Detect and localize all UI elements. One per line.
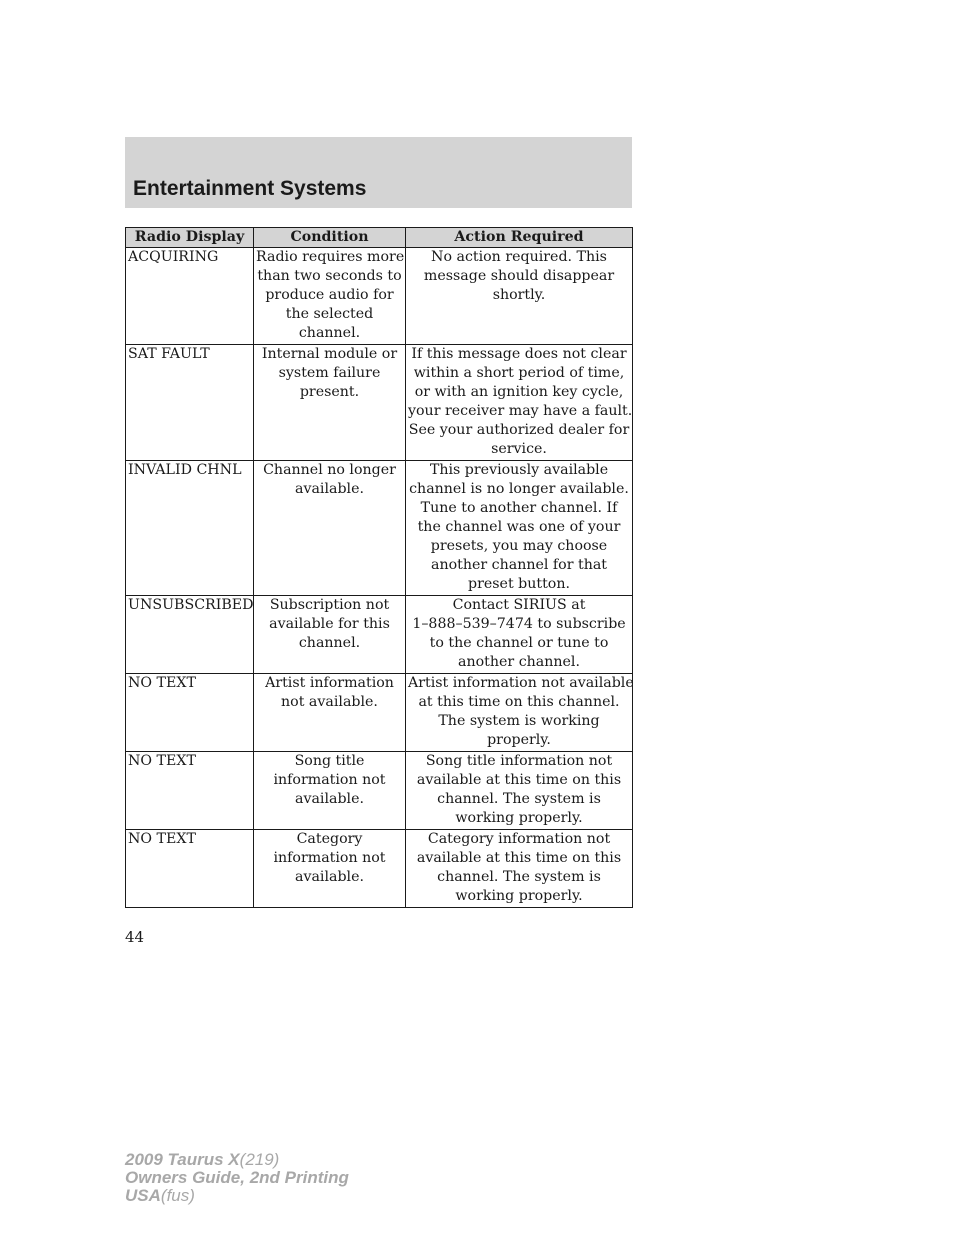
cell-text-line: Category: [296, 831, 363, 847]
footer-guide: Owners Guide, 2nd Printing: [125, 1168, 349, 1187]
section-header: [125, 137, 632, 208]
footer-model-line: [125, 1151, 349, 1169]
table-header-row: [126, 228, 633, 248]
table-row: [126, 248, 633, 345]
cell-text-line: channel is no longer available.: [409, 481, 629, 497]
cell-text-line: Radio requires more: [256, 249, 405, 265]
cell-text-line: Contact SIRIUS at: [452, 597, 586, 613]
cell-text-line: another channel.: [458, 654, 580, 670]
radio-display-table: [125, 227, 633, 908]
condition-cell: [254, 248, 406, 345]
cell-text-line: Category information not: [427, 831, 611, 847]
cell-text-line: available.: [295, 869, 364, 885]
footer-market-line: [125, 1187, 349, 1205]
cell-text-line: system failure: [278, 365, 381, 381]
radio-display-cell: INVALID CHNL: [126, 461, 254, 596]
cell-text-line: Internal module or: [261, 346, 398, 362]
action-required-cell: [406, 830, 633, 908]
table-body: [126, 248, 633, 908]
table-row: [126, 345, 633, 461]
action-required-cell: [406, 461, 633, 596]
cell-text-line: Artist information: [265, 675, 394, 691]
cell-text-line: message should disappear: [423, 268, 615, 284]
cell-text-line: channel.: [298, 325, 361, 341]
cell-text-line: to the channel or tune to: [429, 635, 609, 651]
condition-cell: [254, 461, 406, 596]
cell-text-line: channel.: [298, 635, 361, 651]
cell-text-line: Artist information not available: [408, 675, 634, 691]
cell-text-line: The system is working: [438, 713, 600, 729]
radio-display-cell: NO TEXT: [126, 674, 254, 752]
cell-text-line: at this time on this channel.: [418, 694, 620, 710]
table-row: [126, 674, 633, 752]
cell-text-line: produce audio for: [265, 287, 394, 303]
table-row: [126, 830, 633, 908]
cell-text-line: Subscription not: [269, 597, 390, 613]
cell-text-line: within a short period of time,: [413, 365, 625, 381]
cell-text-line: the selected: [285, 306, 374, 322]
action-required-cell: [406, 248, 633, 345]
cell-text-line: available.: [295, 481, 364, 497]
section-title: Entertainment Systems: [133, 177, 367, 200]
cell-text-line: available for this: [269, 616, 390, 632]
cell-text-line: shortly.: [492, 287, 546, 303]
page-number: 44: [125, 928, 145, 946]
radio-display-cell: NO TEXT: [126, 752, 254, 830]
cell-text-line: Channel no longer: [263, 462, 396, 478]
cell-text-line: This previously available: [429, 462, 609, 478]
condition-cell: [254, 345, 406, 461]
cell-text-line: available at this time on this: [416, 850, 622, 866]
cell-text-line: available at this time on this: [416, 772, 622, 788]
radio-display-cell: ACQUIRING: [126, 248, 254, 345]
cell-text-line: Song title: [294, 753, 365, 769]
cell-text-line: information not: [273, 772, 386, 788]
cell-text-line: See your authorized dealer for: [408, 422, 630, 438]
cell-text-line: 1–888–539–7474 to subscribe: [412, 616, 626, 632]
cell-text-line: properly.: [487, 732, 551, 748]
cell-text-line: presets, you may choose: [430, 538, 608, 554]
cell-text-line: than two seconds to: [257, 268, 402, 284]
cell-text-line: No action required. This: [431, 249, 607, 265]
action-required-cell: [406, 674, 633, 752]
action-required-cell: [406, 752, 633, 830]
cell-text-line: preset button.: [468, 576, 570, 592]
radio-display-cell: UNSUBSCRIBED: [126, 596, 254, 674]
cell-text-line: Tune to another channel. If: [420, 500, 618, 516]
cell-text-line: Song title information not: [425, 753, 613, 769]
table-row: [126, 596, 633, 674]
footer-model: 2009 Taurus X: [125, 1150, 240, 1169]
radio-display-cell: NO TEXT: [126, 830, 254, 908]
cell-text-line: If this message does not clear: [411, 346, 627, 362]
cell-text-line: another channel for that: [430, 557, 607, 573]
condition-cell: [254, 830, 406, 908]
cell-text-line: present.: [299, 384, 360, 400]
document-footer: [125, 1151, 349, 1205]
cell-text-line: not available.: [281, 694, 378, 710]
table-row: [126, 461, 633, 596]
footer-market: USA: [125, 1186, 161, 1205]
cell-text-line: working properly.: [455, 810, 583, 826]
cell-text-line: your receiver may have a fault.: [408, 403, 633, 419]
column-header-condition: Condition: [254, 228, 406, 248]
footer-market-code: (fus): [160, 1186, 195, 1205]
cell-text-line: channel. The system is: [437, 869, 601, 885]
cell-text-line: channel. The system is: [437, 791, 601, 807]
condition-cell: [254, 752, 406, 830]
column-header-radio-display: Radio Display: [126, 228, 254, 248]
footer-model-code: (219): [239, 1150, 280, 1169]
action-required-cell: [406, 596, 633, 674]
cell-text-line: available.: [295, 791, 364, 807]
condition-cell: [254, 674, 406, 752]
cell-text-line: information not: [273, 850, 386, 866]
column-header-action-required: Action Required: [406, 228, 633, 248]
cell-text-line: service.: [491, 441, 547, 457]
cell-text-line: working properly.: [455, 888, 583, 904]
condition-cell: [254, 596, 406, 674]
table-row: [126, 752, 633, 830]
cell-text-line: the channel was one of your: [417, 519, 621, 535]
cell-text-line: or with an ignition key cycle,: [414, 384, 624, 400]
action-required-cell: [406, 345, 633, 461]
radio-display-cell: SAT FAULT: [126, 345, 254, 461]
